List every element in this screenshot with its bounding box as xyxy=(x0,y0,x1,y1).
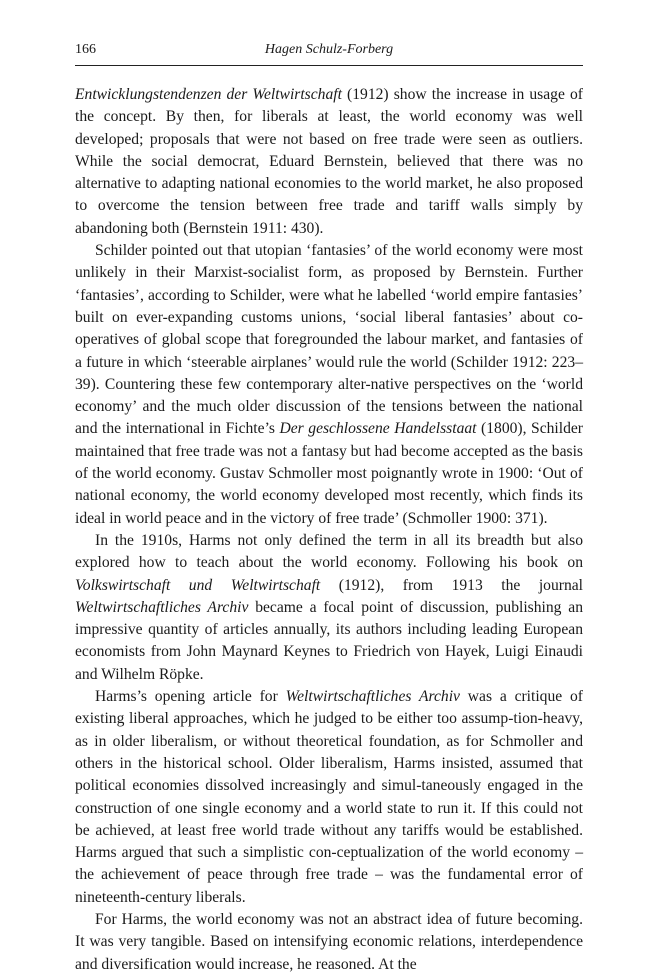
paragraph xyxy=(75,909,583,976)
text-run: Schilder pointed out that utopian ‘fantasies’ of the world economy were most unlikely in their Marxist-socialist form, as proposed by Bernstein. Further ‘fantasies’, according to Schilder, were what he labelled ‘world empire fantasies’ built on ever-expanding customs unions, ‘social liberal fantasies’ about co-operatives of global scope that foregrounded the labour market, and fantasies of a future in which ‘steerable airplanes’ would rule the world (Schilder 1912: 223–39). Countering these few contemporary alter-native perspectives on the ‘world economy’ and the much older discussion of the tensions between the national and the international in Fichte’s xyxy=(75,242,583,438)
text-run: Harms’s opening article for xyxy=(95,688,286,706)
text-run: (1800), Schilder maintained that free trade was not a fantasy but had become accepted as the basis of the world economy. Gustav Schmoller most poignantly wrote in 1900: ‘Out of national economy, the world economy developed most recently, which finds its ideal in world peace and in the victory of free trade’ (Schmoller 1900: 371). xyxy=(75,420,583,527)
page-header xyxy=(75,42,583,66)
italic-title: Weltwirtschaftliches Archiv xyxy=(75,598,249,616)
paragraph xyxy=(75,686,583,909)
text-run: (1912) show the increase in usage of the concept. By then, for liberals at least, the world economy was well developed; proposals that were not based on free trade were seen as outliers. While the social democrat, Eduard Bernstein, believed that there was no alternative to adapting national economies to the world market, he also proposed to overcome the tension between free trade and tariff walls simply by abandoning both (Bernstein 1911: 430). xyxy=(75,86,583,237)
paragraph xyxy=(75,530,583,686)
running-head: Hagen Schulz-Forberg xyxy=(264,42,394,57)
text-run: In the 1910s, Harms not only defined the term in all its breadth but also explored how to teach about the world economy. Following his book on xyxy=(75,531,583,572)
paragraph xyxy=(75,240,583,530)
italic-title: Weltwirtschaftliches Archiv xyxy=(285,688,460,706)
body-text xyxy=(75,84,583,976)
text-run: (1912), from 1913 the journal xyxy=(320,576,584,594)
italic-title: Der geschlossene Handelsstaat xyxy=(279,420,477,438)
text-run: For Harms, the world economy was not an abstract idea of future becoming. It was very tangible. Based on intensifying economic relations, interdependence and diversification would increase, he reasoned. At the xyxy=(75,910,583,973)
italic-title: Volkswirtschaft und Weltwirtschaft xyxy=(75,576,321,594)
italic-title: Entwicklungstendenzen der Weltwirtschaft xyxy=(75,86,342,103)
text-run: became a focal point of discussion, publishing an impressive quantity of articles annually, its authors including leading European economists from John Maynard Keynes to Friedrich von Hayek, Luigi Einaudi and Wilhelm Röpke. xyxy=(75,598,583,683)
book-page xyxy=(75,42,583,976)
text-run: was a critique of existing liberal approaches, which he judged to be either too assump-tion-heavy, as in older liberalism, or without theoretical foundation, as for Schmoller and others in the historical school. Older liberalism, Harms insisted, assumed that political economies dissolved increasingly and simul-taneously engaged in the construction of one single economy and a world state to run it. If this could not be achieved, at least free world trade without any tariffs would be established. Harms argued that such a simplistic con-ceptualization of the world economy – the achievement of peace through free trade – was the fundamental error of nineteenth-century liberals. xyxy=(75,688,583,906)
page-number: 166 xyxy=(75,42,96,57)
paragraph xyxy=(75,84,583,240)
